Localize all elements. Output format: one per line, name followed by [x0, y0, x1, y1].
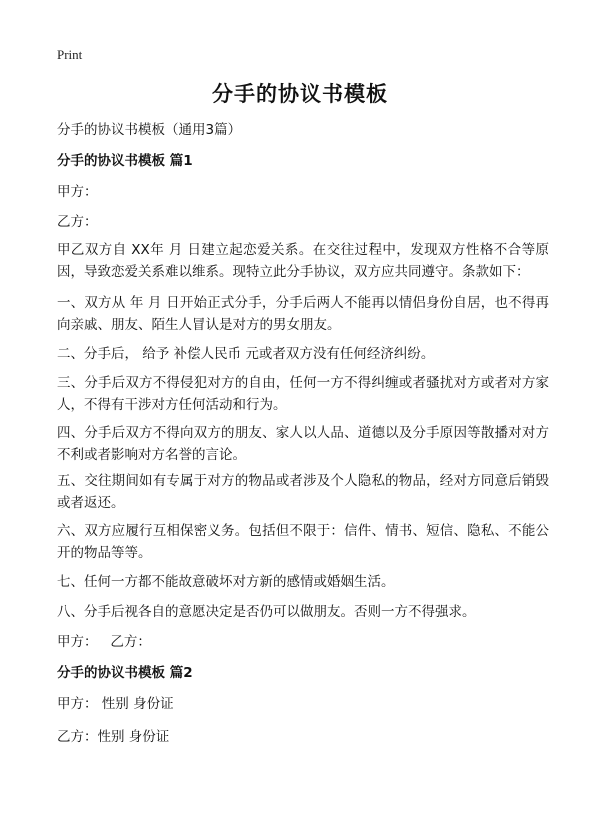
section1-party-a: 甲方： [57, 184, 98, 200]
section1-intro: 甲乙双方自 XX年 月 日建立起恋爱关系。在交往过程中，发现双方性格不合等原因，导致恋爱关系难以维系。现特立此分手协议，双方应共同遵守。条款如下： [57, 242, 549, 280]
section2-party-a: 甲方： 性别 身份证 [57, 696, 174, 712]
section1-clause-6: 六、双方应履行互相保密义务。包括但不限于：信件、情书、短信、隐私、不能公开的物品等等。 [57, 523, 549, 561]
page-title: 分手的协议书模板 [212, 82, 388, 106]
section1-clause-5: 五、交往期间如有专属于对方的物品或者涉及个人隐私的物品，经对方同意后销毁或者返还。 [57, 473, 549, 511]
section1-clause-4: 四、分手后双方不得向双方的朋友、家人以人品、道德以及分手原因等散播对对方不利或者影响对方名誉的言论。 [57, 425, 549, 463]
section1-clause-8: 八、分手后视各自的意愿决定是否仍可以做朋友。否则一方不得强求。 [57, 604, 476, 620]
section1-heading: 分手的协议书模板 篇1 [57, 153, 193, 169]
section1-signatures: 甲方： 乙方： [57, 634, 151, 650]
document-subtitle: 分手的协议书模板（通用3篇） [57, 122, 242, 138]
section1-party-b: 乙方： [57, 214, 98, 230]
section1-clause-2: 二、分手后， 给予 补偿人民币 元或者双方没有任何经济纠纷。 [57, 346, 435, 362]
section2-party-b: 乙方：性别 身份证 [57, 729, 170, 745]
section2-heading: 分手的协议书模板 篇2 [57, 665, 193, 681]
section1-clause-7: 七、任何一方都不能故意破坏对方新的感情或婚姻生活。 [57, 574, 395, 590]
section1-clause-1: 一、双方从 年 月 日开始正式分手，分手后两人不能再以情侣身份自居，也不得再向亲戚、朋友、陌生人冒认是对方的男女朋友。 [57, 295, 549, 333]
section1-clause-3: 三、分手后双方不得侵犯对方的自由，任何一方不得纠缠或者骚扰对方或者对方家人，不得有干涉对方任何活动和行为。 [57, 375, 549, 413]
print-link[interactable]: Print [57, 47, 83, 62]
